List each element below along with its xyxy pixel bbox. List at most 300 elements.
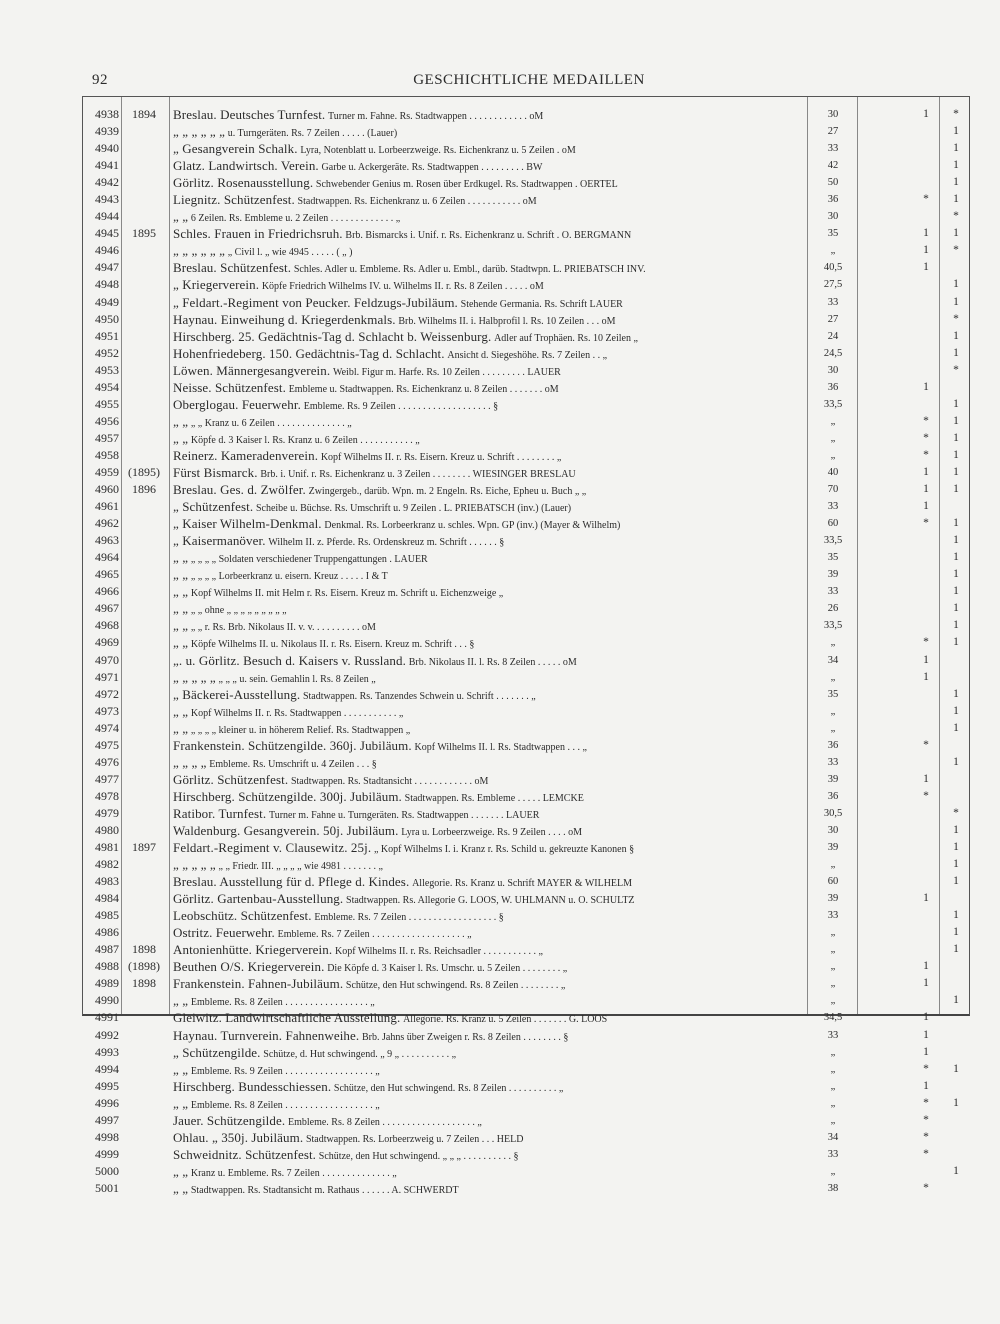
- description-detail: Wilhelm II. z. Pferde. Rs. Ordenskreuz m. Schrift . . . . . . §: [268, 537, 505, 549]
- size-mm: 33: [827, 1148, 839, 1160]
- catalog-number: 4966: [95, 584, 119, 599]
- catalog-number: 4949: [95, 294, 119, 309]
- table-row: [83, 157, 969, 174]
- catalog-number: 4982: [95, 857, 119, 872]
- mark-column-2: 1: [953, 1062, 959, 1075]
- description-detail: Embleme. Rs. 7 Zeilen . . . . . . . . . . . . . . . . . . §: [314, 912, 504, 924]
- description-lead: „ „: [173, 993, 189, 1009]
- catalog-number: 4940: [95, 141, 119, 156]
- description-lead: Fürst Bismarck.: [173, 464, 258, 480]
- year: 1895: [132, 226, 156, 241]
- description-detail: Stadtwappen. Rs. Embleme . . . . . LEMCKE: [404, 792, 584, 804]
- size-mm: „: [830, 944, 836, 956]
- table-row: [83, 225, 969, 242]
- size-mm: „: [830, 637, 836, 649]
- mark-column-2: 1: [953, 193, 959, 206]
- size-mm: 33,5: [823, 620, 843, 632]
- description-lead: „ „: [173, 1095, 189, 1111]
- mark-column-2: 1: [953, 994, 959, 1007]
- description-lead: Ostritz. Feuerwehr.: [173, 925, 275, 941]
- catalog-number: 4939: [95, 124, 119, 139]
- mark-column-1: 1: [923, 227, 929, 240]
- catalog-number: 4946: [95, 243, 119, 258]
- description-lead: „ Bäckerei-Ausstellung.: [173, 686, 301, 702]
- description-detail: Turner m. Fahne u. Turngeräten. Rs. Stadtwappen . . . . . . . LAUER: [268, 809, 540, 821]
- catalog-number: 4983: [95, 874, 119, 889]
- table-row: [83, 532, 969, 549]
- mark-column-2: 1: [953, 397, 959, 410]
- size-mm: 33: [827, 296, 839, 308]
- description-lead: Görlitz. Rosenausstellung.: [173, 175, 314, 191]
- mark-column-1: 1: [923, 500, 929, 513]
- catalog-number: 4978: [95, 788, 119, 803]
- description-detail: Embleme u. Stadtwappen. Rs. Eichenkranz u. 8 Zeilen . . . . . . . oM: [288, 383, 559, 395]
- description-lead: „ „: [173, 618, 189, 634]
- description-detail: „ Civil l. „ wie 4945 . . . . . ( „ ): [227, 247, 353, 259]
- catalog-number: 4943: [95, 192, 119, 207]
- description-lead: Reinerz. Kameradenverein.: [173, 447, 319, 463]
- table-row: [83, 140, 969, 157]
- description-lead: Neisse. Schützenfest.: [173, 379, 286, 395]
- table-row: [83, 515, 969, 532]
- table-row: [83, 686, 969, 703]
- description-lead: Ohlau. „ 350j. Jubiläum.: [173, 1129, 304, 1145]
- mark-column-2: 1: [953, 704, 959, 717]
- size-mm: „: [830, 1046, 836, 1058]
- size-mm: 27: [827, 126, 839, 138]
- description-detail: 6 Zeilen. Rs. Embleme u. 2 Zeilen . . . . . . . . . . . . . „: [190, 213, 401, 225]
- description-detail: Turner m. Fahne. Rs. Stadtwappen . . . . . . . . . . . . oM: [328, 111, 544, 122]
- description-detail: Embleme. Rs. 9 Zeilen . . . . . . . . . . . . . . . . . . . §: [303, 400, 499, 412]
- table-row: [83, 873, 969, 890]
- mark-column-2: 1: [953, 551, 959, 564]
- catalog-number: 4984: [95, 891, 119, 906]
- description-lead: „ Schützengilde.: [173, 1044, 261, 1060]
- description-lead: Hirschberg. Schützengilde. 300j. Jubiläum.: [173, 788, 402, 804]
- size-mm: 33: [827, 143, 839, 155]
- mark-column-1: 1: [923, 772, 929, 785]
- description-lead: „. u. Görlitz. Besuch d. Kaisers v. Russland.: [173, 652, 406, 668]
- description-lead: „ „ „ „ „ „: [173, 243, 225, 259]
- catalog-number: 4962: [95, 516, 119, 531]
- catalog-number: 4968: [95, 618, 119, 633]
- description-detail: Stadtwappen. Rs. Stadtansicht m. Rathaus . . . . . . A. SCHWERDT: [190, 1184, 459, 1196]
- size-mm: 24: [827, 330, 839, 342]
- description-lead: „ „: [173, 601, 189, 617]
- catalog-number: 4947: [95, 260, 119, 275]
- description-lead: Görlitz. Gartenbau-Ausstellung.: [173, 891, 344, 907]
- size-mm: 36: [827, 790, 839, 802]
- mark-column-1: 1: [923, 483, 929, 496]
- page-title: GESCHICHTLICHE MEDAILLEN: [413, 72, 645, 88]
- page-header: [92, 72, 966, 92]
- size-mm: 26: [827, 603, 839, 615]
- size-mm: 42: [827, 160, 839, 172]
- size-mm: 39: [827, 893, 839, 905]
- catalog-number: 4965: [95, 567, 119, 582]
- table-row: [83, 941, 969, 958]
- size-mm: 33: [827, 1029, 839, 1041]
- mark-column-2: 1: [953, 414, 959, 427]
- catalog-number: 4959: [95, 464, 119, 479]
- table-row: [83, 805, 969, 822]
- description-lead: Jauer. Schützengilde.: [173, 1112, 286, 1128]
- catalog-number: 4980: [95, 822, 119, 837]
- mark-column-2: 1: [953, 176, 959, 189]
- size-mm: „: [830, 415, 836, 427]
- table-row: [83, 652, 969, 669]
- mark-column-2: 1: [953, 483, 959, 496]
- catalog-number: 4956: [95, 413, 119, 428]
- catalog-number: 5000: [95, 1163, 119, 1178]
- description-detail: Kranz u. Embleme. Rs. 7 Zeilen . . . . . . . . . . . . . . „: [190, 1167, 397, 1179]
- mark-column-2: 1: [953, 841, 959, 854]
- description-detail: Schütze, den Hut schwingend. Rs. 8 Zeilen . . . . . . . . . . „: [333, 1082, 564, 1094]
- mark-column-2: 1: [953, 125, 959, 138]
- mark-column-2: 1: [953, 755, 959, 768]
- table-row: [83, 311, 969, 328]
- description-lead: „ „: [173, 550, 189, 566]
- description-lead: Gleiwitz. Landwirtschaftliche Ausstellung.: [173, 1010, 401, 1026]
- catalog-number: 4974: [95, 720, 119, 735]
- size-mm: 33: [827, 756, 839, 768]
- mark-column-2: 1: [953, 858, 959, 871]
- catalog-number: 4963: [95, 533, 119, 548]
- description-lead: „ „: [173, 720, 189, 736]
- description-lead: „ „ „ „: [173, 754, 207, 770]
- description-detail: Stadtwappen. Rs. Allegorie G. LOOS, W. UHLMANN u. O. SCHULTZ: [346, 895, 635, 907]
- table-row: [83, 1112, 969, 1129]
- description-detail: Kopf Wilhelms II. r. Rs. Reichsadler . . . . . . . . . . . „: [334, 946, 543, 958]
- description-lead: Ratibor. Turnfest.: [173, 805, 267, 821]
- size-mm: 60: [827, 518, 839, 530]
- catalog-number: 4945: [95, 226, 119, 241]
- page-number: 92: [92, 72, 108, 88]
- table-row: [83, 1078, 969, 1095]
- catalog-number: 4971: [95, 669, 119, 684]
- table-row: [83, 276, 969, 293]
- table-row: [83, 566, 969, 583]
- table-row: [83, 430, 969, 447]
- year: 1898: [132, 942, 156, 957]
- catalog-number: 4954: [95, 379, 119, 394]
- size-mm: „: [830, 1114, 836, 1126]
- table-row: [83, 1009, 969, 1026]
- description-lead: Liegnitz. Schützenfest.: [173, 192, 295, 208]
- mark-column-1: 1: [923, 1045, 929, 1058]
- size-mm: „: [830, 927, 836, 939]
- mark-column-2: 1: [953, 346, 959, 359]
- table-row: [83, 617, 969, 634]
- mark-column-1: *: [923, 1062, 929, 1075]
- mark-column-1: *: [923, 1181, 929, 1194]
- size-mm: 35: [827, 552, 839, 564]
- table-row: [83, 924, 969, 941]
- mark-column-2: *: [953, 806, 959, 819]
- size-mm: 34,5: [823, 1012, 843, 1024]
- catalog-number: 4958: [95, 447, 119, 462]
- mark-column-2: 1: [953, 687, 959, 700]
- description-lead: Breslau. Ausstellung für d. Pflege d. Kindes.: [173, 874, 410, 890]
- mark-column-2: 1: [953, 448, 959, 461]
- description-lead: Haynau. Turnverein. Fahnenweihe.: [173, 1027, 360, 1043]
- size-mm: 39: [827, 569, 839, 581]
- size-mm: „: [830, 995, 836, 1007]
- description-detail: Schütze, den Hut schwingend. Rs. 8 Zeilen . . . . . . . . „: [345, 980, 566, 992]
- catalog-number: 4977: [95, 771, 119, 786]
- table-row: [83, 669, 969, 686]
- mark-column-2: 1: [953, 295, 959, 308]
- description-lead: Breslau. Deutsches Turnfest.: [173, 107, 326, 122]
- description-detail: „ „ Friedr. III. „ „ „ „ wie 4981 . . . . . . . „: [218, 861, 383, 873]
- size-mm: 39: [827, 842, 839, 854]
- year: 1897: [132, 840, 156, 855]
- mark-column-1: 1: [923, 261, 929, 274]
- table-row: [83, 600, 969, 617]
- size-mm: 40,5: [823, 262, 843, 274]
- catalog-number: 4973: [95, 703, 119, 718]
- size-mm: „: [830, 705, 836, 717]
- description-lead: „ Kaisermanöver.: [173, 533, 266, 549]
- catalog-number: 4989: [95, 976, 119, 991]
- mark-column-2: 1: [953, 619, 959, 632]
- size-mm: „: [830, 1063, 836, 1075]
- description-detail: Köpfe Friedrich Wilhelms IV. u. Wilhelms II. r. Rs. 8 Zeilen . . . . . oM: [261, 281, 544, 293]
- description-detail: Lyra, Notenblatt u. Lorbeerzweige. Rs. Eichenkranz u. 5 Zeilen . oM: [300, 145, 576, 157]
- description-detail: „ „ ohne „ „ „ „ „ „ „ „ „: [190, 605, 287, 617]
- mark-column-2: 1: [953, 721, 959, 734]
- year: 1894: [132, 107, 156, 121]
- table-row: [83, 294, 969, 311]
- description-detail: Die Köpfe d. 3 Kaiser l. Rs. Umschr. u. 5 Zeilen . . . . . . . . „: [327, 963, 568, 975]
- size-mm: 30: [827, 364, 839, 376]
- table-row: [83, 634, 969, 651]
- mark-column-1: *: [923, 517, 929, 530]
- size-mm: „: [830, 859, 836, 871]
- description-detail: Stadtwappen. Rs. Eichenkranz u. 6 Zeilen . . . . . . . . . . . oM: [297, 196, 537, 208]
- catalog-number: 4948: [95, 277, 119, 292]
- mark-column-1: 1: [923, 977, 929, 990]
- mark-column-1: 1: [923, 670, 929, 683]
- description-lead: Breslau. Schützenfest.: [173, 260, 292, 276]
- description-lead: Schles. Frauen in Friedrichsruh.: [173, 226, 343, 242]
- description-detail: Weibl. Figur m. Harfe. Rs. 10 Zeilen . . . . . . . . . LAUER: [332, 366, 561, 378]
- size-mm: „: [830, 432, 836, 444]
- size-mm: 36: [827, 194, 839, 206]
- table-row: [83, 1061, 969, 1078]
- size-mm: 30,5: [823, 807, 843, 819]
- description-lead: „ „ „ „ „: [173, 669, 216, 685]
- description-detail: Stadtwappen. Rs. Tanzendes Schwein u. Schrift . . . . . . . „: [302, 690, 536, 702]
- description-detail: Stadtwappen. Rs. Stadtansicht . . . . . . . . . . . . oM: [290, 775, 489, 787]
- size-mm: „: [830, 449, 836, 461]
- table-row: [83, 1180, 969, 1197]
- size-mm: 33,5: [823, 535, 843, 547]
- catalog-number: 4970: [95, 652, 119, 667]
- catalog-number: 4961: [95, 499, 119, 514]
- description-detail: Schütze, d. Hut schwingend. „ 9 „ . . . . . . . . . . „: [263, 1048, 457, 1060]
- mark-column-2: 1: [953, 1096, 959, 1109]
- catalog-number: 4987: [95, 942, 119, 957]
- catalog-number: 4967: [95, 601, 119, 616]
- catalog-number: 4988: [95, 959, 119, 974]
- size-mm: 35: [827, 228, 839, 240]
- catalog-number: 4986: [95, 925, 119, 940]
- mark-column-1: *: [923, 414, 929, 427]
- description-detail: Kopf Wilhelms II. l. Rs. Stadtwappen . . . „: [414, 741, 587, 753]
- size-mm: „: [830, 978, 836, 990]
- mark-column-2: *: [953, 363, 959, 376]
- catalog-number: 4979: [95, 805, 119, 820]
- description-detail: Zwingergeb., darüb. Wpn. m. 2 Engeln. Rs. Eiche, Epheu u. Buch „ „: [308, 486, 587, 498]
- description-lead: „ „: [173, 584, 189, 600]
- description-lead: „ „: [173, 430, 189, 446]
- description-lead: „ „: [173, 567, 189, 583]
- table-row: [83, 396, 969, 413]
- catalog-number: 4985: [95, 908, 119, 923]
- mark-column-2: 1: [953, 926, 959, 939]
- table-row: [83, 856, 969, 873]
- description-detail: Embleme. Rs. 8 Zeilen . . . . . . . . . . . . . . . . . . . „: [287, 1116, 482, 1128]
- size-mm: 30: [827, 824, 839, 836]
- mark-column-1: *: [923, 193, 929, 206]
- catalog-number: 4972: [95, 686, 119, 701]
- size-mm: 33: [827, 586, 839, 598]
- mark-column-2: 1: [953, 823, 959, 836]
- size-mm: 30: [827, 109, 839, 120]
- catalog-number: 4953: [95, 362, 119, 377]
- description-lead: „ Feldart.-Regiment von Peucker. Feldzugs-Jubiläum.: [173, 294, 458, 310]
- description-detail: Stehende Germania. Rs. Schrift LAUER: [460, 298, 623, 310]
- size-mm: „: [830, 671, 836, 683]
- description-detail: Brb. Nikolaus II. l. Rs. 8 Zeilen . . . . . oM: [408, 656, 577, 668]
- catalog-number: 4960: [95, 482, 119, 497]
- description-detail: Allegorie. Rs. Kranz u. 5 Zeilen . . . . . . . G. LOOS: [403, 1014, 608, 1026]
- year: (1895): [128, 464, 160, 479]
- table-row: [83, 345, 969, 362]
- description-lead: Beuthen O/S. Kriegerverein.: [173, 959, 325, 975]
- description-detail: Köpfe Wilhelms II. u. Nikolaus II. r. Rs. Eisern. Kreuz m. Schrift . . . §: [190, 639, 475, 651]
- mark-column-2: 1: [953, 431, 959, 444]
- size-mm: „: [830, 1080, 836, 1092]
- table-row: [83, 106, 969, 123]
- description-detail: „ „ „ „ Soldaten verschiedener Truppengattungen . LAUER: [190, 554, 428, 566]
- description-detail: Embleme. Rs. 9 Zeilen . . . . . . . . . . . . . . . . . . „: [190, 1065, 380, 1077]
- catalog-number: 4994: [95, 1061, 119, 1076]
- mark-column-2: 1: [953, 585, 959, 598]
- description-detail: Scheibe u. Büchse. Rs. Umschrift u. 9 Zeilen . L. PRIEBATSCH (inv.) (Lauer): [255, 503, 572, 515]
- mark-column-1: 1: [923, 1079, 929, 1092]
- table-row: [83, 1129, 969, 1146]
- table-row: [83, 413, 969, 430]
- catalog-number: 4950: [95, 311, 119, 326]
- description-lead: Hirschberg. 25. Gedächtnis-Tag d. Schlacht b. Weissenburg.: [173, 328, 492, 344]
- size-mm: 60: [827, 876, 839, 888]
- catalog-table: [82, 96, 970, 1196]
- catalog-number: 4975: [95, 737, 119, 752]
- size-mm: 33: [827, 910, 839, 922]
- year: 1896: [132, 482, 156, 497]
- catalog-number: 5001: [95, 1180, 119, 1195]
- table-row: [83, 737, 969, 754]
- description-lead: „ „: [173, 1163, 189, 1179]
- table-row: [83, 1163, 969, 1180]
- table-row: [83, 208, 969, 225]
- mark-column-2: 1: [953, 909, 959, 922]
- mark-column-2: *: [953, 312, 959, 325]
- mark-column-1: *: [923, 789, 929, 802]
- catalog-number: 4955: [95, 396, 119, 411]
- mark-column-2: 1: [953, 875, 959, 888]
- mark-column-2: 1: [953, 517, 959, 530]
- mark-column-1: 1: [923, 1011, 929, 1024]
- description-detail: „ „ „ u. sein. Gemahlin l. Rs. 8 Zeilen „: [218, 673, 376, 685]
- catalog-number: 4969: [95, 635, 119, 650]
- mark-column-2: 1: [953, 278, 959, 291]
- mark-column-1: *: [923, 1096, 929, 1109]
- mark-column-1: *: [923, 636, 929, 649]
- table-row: [83, 975, 969, 992]
- mark-column-1: *: [923, 738, 929, 751]
- mark-column-2: 1: [953, 602, 959, 615]
- description-lead: „ Schützenfest.: [173, 499, 254, 515]
- size-mm: 36: [827, 381, 839, 393]
- description-lead: Glatz. Landwirtsch. Verein.: [173, 158, 319, 174]
- mark-column-1: 1: [923, 465, 929, 478]
- description-lead: Oberglogau. Feuerwehr.: [173, 396, 301, 412]
- catalog-number: 4952: [95, 345, 119, 360]
- description-detail: Kopf Wilhelms II. mit Helm r. Rs. Eisern. Kreuz m. Schrift u. Eichenzweige „: [190, 588, 504, 600]
- catalog-number: 4981: [95, 840, 119, 855]
- year: 1898: [132, 976, 156, 991]
- description-lead: Görlitz. Schützenfest.: [173, 771, 289, 787]
- mark-column-1: *: [923, 1147, 929, 1160]
- catalog-number: 4997: [95, 1112, 119, 1127]
- description-detail: Garbe u. Ackergeräte. Rs. Stadtwappen . . . . . . . . . BW: [321, 162, 543, 174]
- description-detail: Schwebender Genius m. Rosen über Erdkugel. Rs. Stadtwappen . OERTEL: [315, 179, 618, 191]
- description-detail: Kopf Wilhelms II. r. Rs. Eisern. Kreuz u. Schrift . . . . . . . . „: [320, 451, 562, 463]
- size-mm: 50: [827, 177, 839, 189]
- mark-column-2: 1: [953, 943, 959, 956]
- mark-column-2: 1: [953, 329, 959, 342]
- catalog-number: 4944: [95, 209, 119, 224]
- description-detail: Stadtwappen. Rs. Lorbeerzweig u. 7 Zeilen . . . HELD: [305, 1133, 524, 1145]
- table-row: [83, 464, 969, 481]
- catalog-number: 4941: [95, 158, 119, 173]
- catalog-number: 4957: [95, 430, 119, 445]
- description-detail: Kopf Wilhelms II. r. Rs. Stadtwappen . . . . . . . . . . . „: [190, 707, 404, 719]
- description-lead: Waldenburg. Gesangverein. 50j. Jubiläum.: [173, 822, 399, 838]
- mark-column-2: 1: [953, 636, 959, 649]
- mark-column-2: *: [953, 108, 959, 120]
- table-row: [83, 328, 969, 345]
- description-detail: Allegorie. Rs. Kranz u. Schrift MAYER & WILHELM: [412, 878, 633, 890]
- mark-column-2: 1: [953, 568, 959, 581]
- description-lead: „ „: [173, 1180, 189, 1196]
- mark-column-2: *: [953, 244, 959, 257]
- table-row: [83, 447, 969, 464]
- size-mm: 27: [827, 313, 839, 325]
- size-mm: 34: [827, 654, 839, 666]
- catalog-number: 4999: [95, 1146, 119, 1161]
- description-detail: „ „ „ „ Lorbeerkranz u. eisern. Kreuz . . . . . I & T: [190, 571, 388, 583]
- table-row: [83, 754, 969, 771]
- mark-column-1: 1: [923, 892, 929, 905]
- mark-column-1: *: [923, 431, 929, 444]
- mark-column-2: 1: [953, 142, 959, 155]
- table-row: [83, 481, 969, 498]
- size-mm: „: [830, 961, 836, 973]
